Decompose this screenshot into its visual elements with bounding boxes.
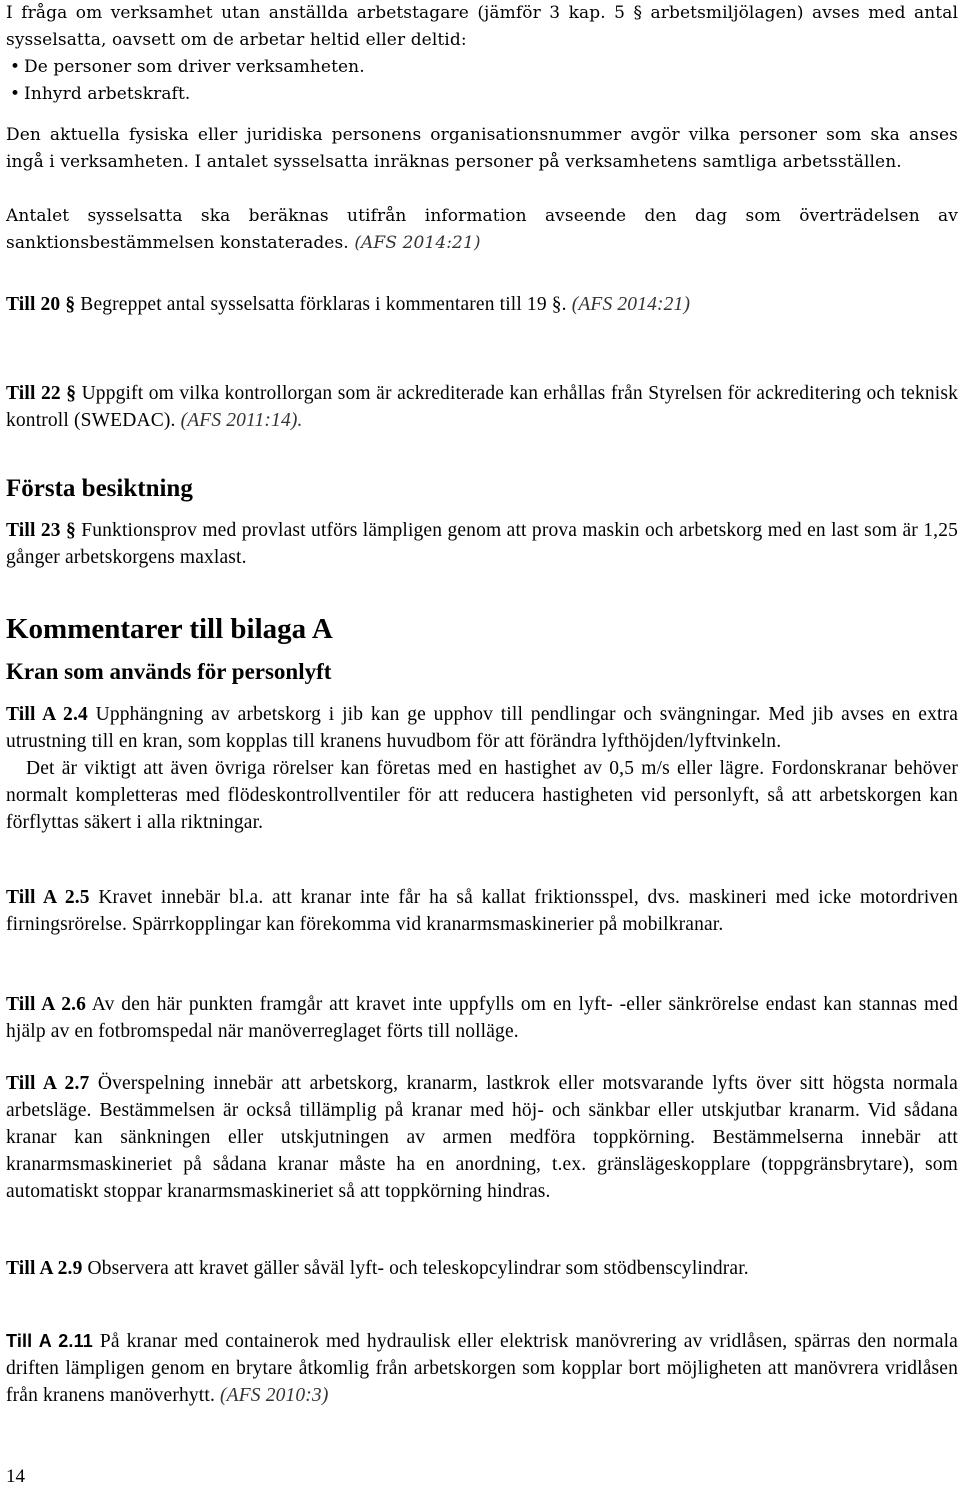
page-number: 14 bbox=[6, 1466, 25, 1487]
till-a27-block bbox=[6, 1070, 958, 1205]
bullet-item: • De personer som driver verksamheten. bbox=[6, 54, 958, 81]
till-a29-block bbox=[6, 1255, 958, 1282]
section-label: Till A 2.9 bbox=[6, 1258, 83, 1279]
section-label: Till 23 § bbox=[6, 520, 76, 541]
till-a26-block bbox=[6, 991, 958, 1045]
forsta-besiktning-section bbox=[6, 473, 958, 505]
count-paragraph bbox=[6, 203, 958, 257]
section-text: Funktionsprov med provlast utförs lämpligen genom att prova maskin och arbetskorg med en last som är 1,25 gånger arbetskorgens maxlast. bbox=[6, 520, 959, 568]
till-20-block bbox=[6, 291, 958, 318]
section-heading: Första besiktning bbox=[6, 475, 193, 502]
count-paragraph-block bbox=[6, 203, 958, 257]
section-label: Till 22 § bbox=[6, 383, 77, 404]
page-title: Kommentarer till bilaga A bbox=[6, 613, 333, 645]
till-a24-block bbox=[6, 701, 958, 836]
section-text: Det är viktigt att även övriga rörelser kan företas med en hastighet av 0,5 m/s eller lägre. Fordonskranar behöver normalt kompletteras med flödeskontrollventiler för att reducera hastigheten vid personlyft, så att arbetskorgen kan förflyttas säkert i alla riktningar. bbox=[6, 758, 958, 833]
section-label: Till 20 § bbox=[6, 294, 76, 315]
subheading: Kran som används för personlyft bbox=[6, 659, 332, 684]
till-a25-block bbox=[6, 884, 958, 938]
org-paragraph-block bbox=[6, 122, 958, 176]
section-label: Till A 2.11 bbox=[6, 1331, 93, 1351]
section-label: Till A 2.6 bbox=[6, 994, 87, 1015]
section-text: På kranar med containerok med hydraulisk eller elektrisk manövrering av vridlåsen, spärras den normala driften lämpligen genom en brytare åtkomlig från arbetskorgen som kopplar bort möjligheten att manövrera vridlåsen från kranens manöverhytt. bbox=[6, 1331, 958, 1406]
section-text: Upphängning av arbetskorg i jib kan ge upphov till pendlingar och svängningar. Med jib avses en extra utrustning till en kran, som kopplas till kranens huvudbom för att förändra lyfthöjden/lyftvinkeln. bbox=[6, 704, 959, 752]
bullet-item: • Inhyrd arbetskraft. bbox=[6, 81, 958, 108]
section-text: Begreppet antal sysselsatta förklaras i kommentaren till 19 §. bbox=[80, 294, 567, 315]
bilaga-heading-block bbox=[6, 611, 958, 647]
org-paragraph: Den aktuella fysiska eller juridiska personens organisationsnummer avgör vilka personer som ska anses ingå i verksamheten. I antalet sysselsatta inräknas personer på verksamhetens samtliga arbetsställen. bbox=[6, 125, 958, 172]
section-text: Uppgift om vilka kontrollorgan som är ackrediterade kan erhållas från Styrelsen för ackreditering och teknisk kontroll (SWEDAC). bbox=[6, 383, 958, 431]
reference: (AFS 2010:3) bbox=[220, 1385, 329, 1406]
reference: (AFS 2014:21) bbox=[354, 233, 481, 253]
section-text: Kravet innebär bl.a. att kranar inte får ha så kallat friktionsspel, dvs. maskineri med icke motordriven firningsrörelse. Spärrkopplingar kan förekomma vid kranarmsmaskinerier på mobilkranar. bbox=[6, 887, 958, 935]
section-label: Till A 2.5 bbox=[6, 887, 90, 908]
count-text: Antalet sysselsatta ska beräknas utifrån information avseende den dag som överträdelsen av sanktionsbestämmelsen konstaterades. bbox=[6, 206, 958, 253]
till-a211-block bbox=[6, 1328, 958, 1409]
reference: (AFS 2011:14). bbox=[180, 410, 303, 431]
intro-paragraph: I fråga om verksamhet utan anställda arbetstagare (jämför 3 kap. 5 § arbetsmiljölagen) avses med antal sysselsatta, oavsett om de arbetar heltid eller deltid: bbox=[6, 3, 958, 50]
section-text: Överspelning innebär att arbetskorg, kranarm, lastkrok eller motsvarande lyfts över sitt högsta normala arbetsläge. Bestämmelsen är också tillämplig på kranar med höj- och sänkbar eller utskjutbar kranarm. Vid sådana kranar kan sänkningen eller utskjutningen av armen medföra toppkörning. Bestämmelserna innebär att kranarmsmaskineriet på sådana kranar måste ha en anordning, t.ex. gränslägeskopplare (toppgränsbrytare), som automatiskt stoppar kranarmsmaskineriet så att toppkörning hindras. bbox=[6, 1073, 958, 1202]
till-23-block bbox=[6, 517, 958, 571]
intro-block bbox=[6, 0, 958, 108]
reference: (AFS 2014:21) bbox=[571, 294, 691, 315]
till-22-block bbox=[6, 380, 958, 434]
bilaga-subheading-block bbox=[6, 657, 958, 687]
section-text: Observera att kravet gäller såväl lyft- och teleskopcylindrar som stödbenscylindrar. bbox=[87, 1258, 749, 1279]
section-label: Till A 2.7 bbox=[6, 1073, 90, 1094]
section-label: Till A 2.4 bbox=[6, 704, 88, 725]
section-text: Av den här punkten framgår att kravet inte uppfylls om en lyft- -eller sänkrörelse endast kan stannas med hjälp av en fotbromspedal när manöverreglaget förts till nolläge. bbox=[6, 994, 958, 1042]
